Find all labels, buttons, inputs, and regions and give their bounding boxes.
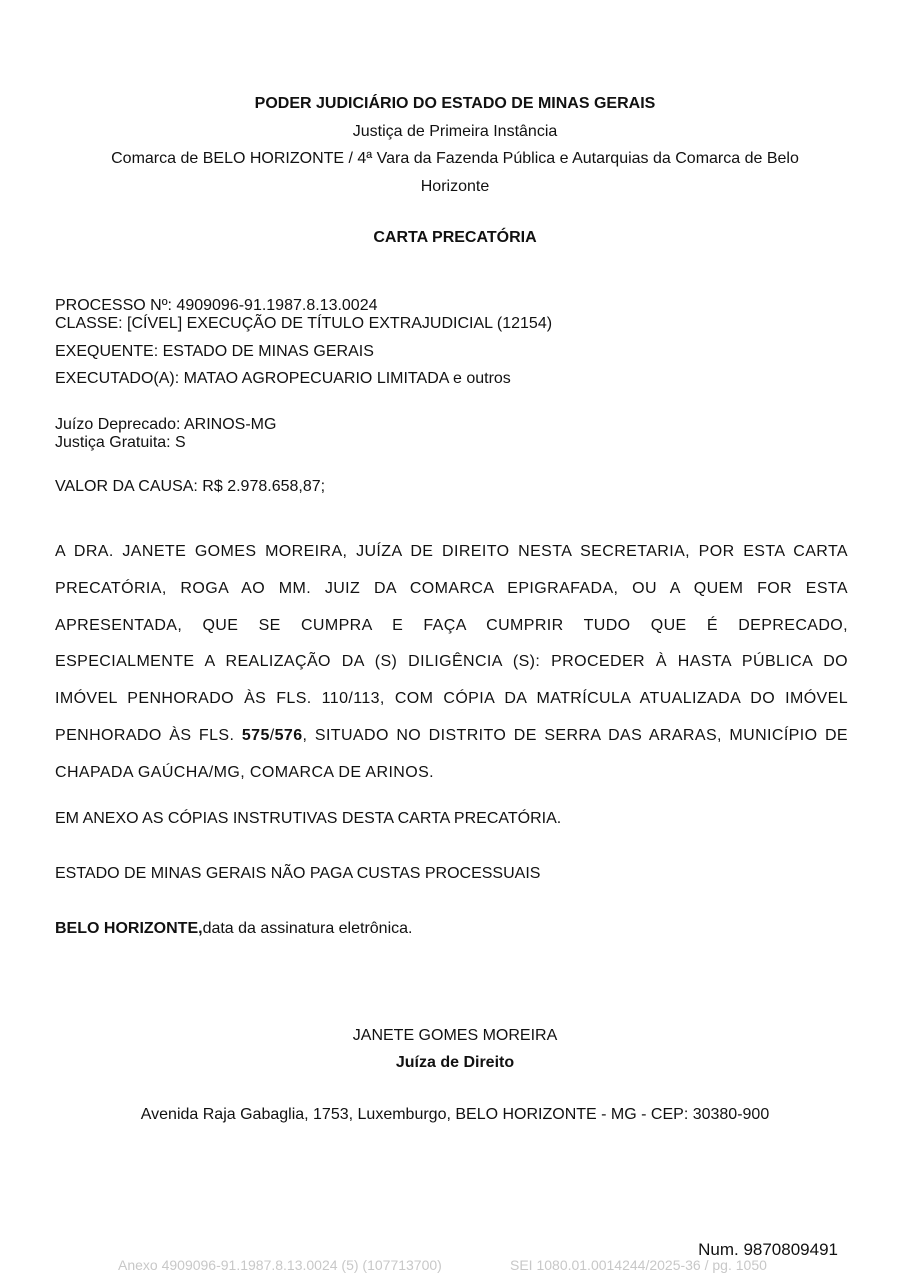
- body-line: ESPECIALMENTE A REALIZAÇÃO DA (S) DILIGÊNCIA (S): PROCEDER À HASTA PÚBLICA DO: [55, 653, 848, 671]
- sei-reference: SEI 1080.01.0014244/2025-36 / pg. 1050: [510, 1257, 767, 1273]
- place-date: [55, 920, 412, 938]
- deprecated-court: Juízo Deprecado: ARINOS-MG: [55, 416, 277, 433]
- annex-note: EM ANEXO AS CÓPIAS INSTRUTIVAS DESTA CARTA PRECATÓRIA.: [55, 810, 562, 827]
- body-line: A DRA. JANETE GOMES MOREIRA, JUÍZA DE DIREITO NESTA SECRETARIA, POR ESTA CARTA: [55, 543, 848, 560]
- court-title: PODER JUDICIÁRIO DO ESTADO DE MINAS GERAIS: [254, 95, 656, 112]
- date-text: data da assinatura eletrônica.: [202, 920, 413, 937]
- case-defendant: EXECUTADO(A): MATAO AGROPECUARIO LIMITADA e outros: [55, 370, 511, 387]
- folio-slash: /: [269, 726, 275, 744]
- place-name: BELO HORIZONTE,: [55, 920, 203, 937]
- body-line: PRECATÓRIA, ROGA AO MM. JUIZ DA COMARCA EPIGRAFADA, OU A QUEM FOR ESTA: [55, 579, 848, 597]
- folio-end: 576: [274, 726, 303, 744]
- document-title: CARTA PRECATÓRIA: [373, 229, 537, 246]
- case-number: PROCESSO Nº: 4909096-91.1987.8.13.0024: [55, 297, 378, 314]
- folios-suffix: , SITUADO NO DISTRITO DE SERRA DAS ARARAS, MUNICÍPIO DE: [302, 726, 848, 744]
- case-class: CLASSE: [CÍVEL] EXECUÇÃO DE TÍTULO EXTRAJUDICIAL (12154): [55, 315, 553, 332]
- body-line: IMÓVEL PENHORADO ÀS FLS. 110/113, COM CÓPIA DA MATRÍCULA ATUALIZADA DO IMÓVEL: [55, 690, 848, 708]
- court-name-line2: Horizonte: [420, 178, 490, 195]
- case-value: VALOR DA CAUSA: R$ 2.978.658,87;: [55, 478, 326, 495]
- body-line-folios: [55, 718, 848, 755]
- signer-role: Juíza de Direito: [395, 1054, 515, 1071]
- signer-name: JANETE GOMES MOREIRA: [352, 1027, 558, 1044]
- court-instance: Justiça de Primeira Instância: [352, 123, 558, 140]
- body-line: CHAPADA GAÚCHA/MG, COMARCA DE ARINOS.: [55, 763, 435, 781]
- body-paragraph: [55, 534, 848, 792]
- free-justice: Justiça Gratuita: S: [55, 434, 186, 451]
- folios-prefix: PENHORADO ÀS FLS.: [55, 726, 242, 744]
- annex-reference: Anexo 4909096-91.1987.8.13.0024 (5) (107713700): [118, 1257, 442, 1273]
- document-number: Num. 9870809491: [698, 1240, 838, 1259]
- folio-start: 575: [241, 726, 270, 744]
- court-name-line1: Comarca de BELO HORIZONTE / 4ª Vara da Fazenda Pública e Autarquias da Comarca de Belo: [111, 150, 799, 167]
- court-address: Avenida Raja Gabaglia, 1753, Luxemburgo, BELO HORIZONTE - MG - CEP: 30380-900: [140, 1106, 770, 1123]
- costs-note: ESTADO DE MINAS GERAIS NÃO PAGA CUSTAS PROCESSUAIS: [55, 865, 541, 882]
- body-line: APRESENTADA, QUE SE CUMPRA E FAÇA CUMPRIR TUDO QUE É DEPRECADO,: [55, 616, 848, 634]
- case-plaintiff: EXEQUENTE: ESTADO DE MINAS GERAIS: [55, 343, 374, 360]
